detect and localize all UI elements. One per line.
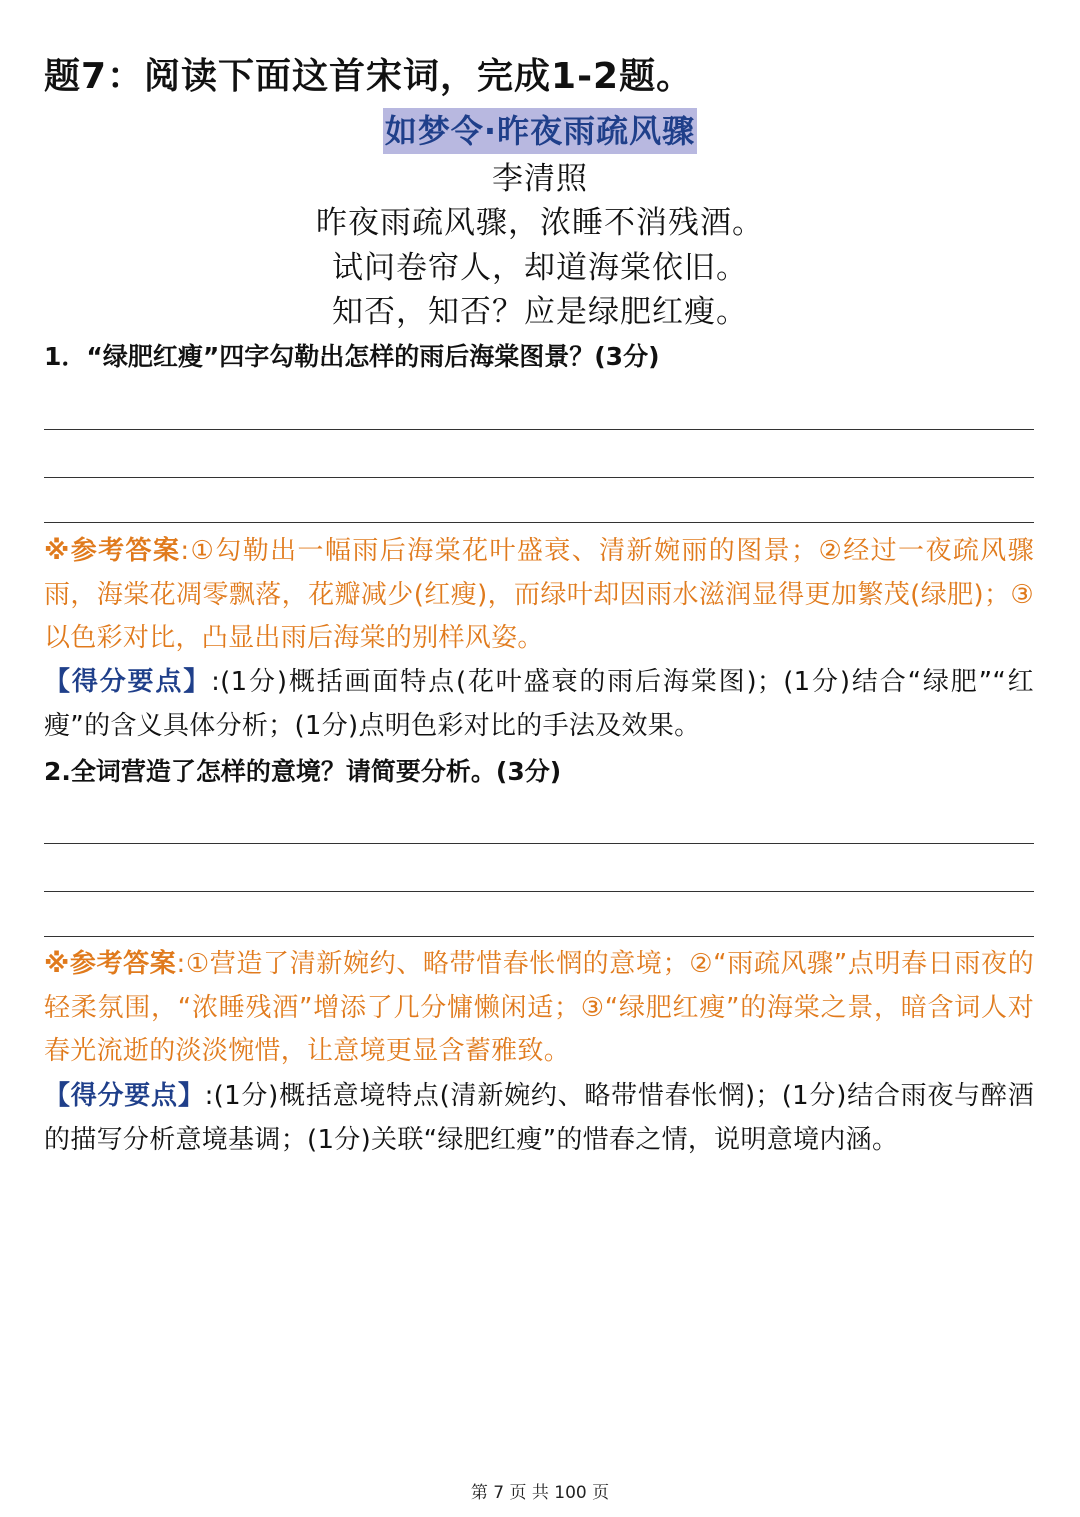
poem-line-2: 试问卷帘人，却道海棠依旧。 bbox=[332, 250, 748, 286]
question-2-prompt: 2.全词营造了怎样的意境？请简要分析。(3分) bbox=[44, 757, 562, 786]
reference-answer-text: :①营造了清新婉约、略带惜春怅惘的意境；②“雨疏风骤”点明春日雨夜的轻柔氛围，“浓睡残酒”增添了几分慵懒闲适；③“绿肥红瘦”的海棠之景，暗含词人对春光流逝的淡淡惋惜，让意境更显含蓄雅致。 bbox=[44, 949, 1034, 1066]
scoring-points-text: :(1分)概括画面特点(花叶盛衰的雨后海棠图)；(1分)结合“绿肥”“红瘦”的含义具体分析；(1分)点明色彩对比的手法及效果。 bbox=[44, 667, 1034, 741]
scoring-points-label: 【得分要点】 bbox=[44, 667, 212, 697]
scoring-points-text: :(1分)概括意境特点(清新婉约、略带惜春怅惘)；(1分)结合雨夜与醉酒的描写分析意境基调；(1分)关联“绿肥红瘦”的惜春之情，说明意境内涵。 bbox=[44, 1081, 1034, 1155]
poem-title-row bbox=[0, 108, 1080, 154]
poem-author: 李清照 bbox=[492, 161, 588, 197]
question-2-scoring-points bbox=[44, 1075, 1034, 1162]
page-number-footer: 第 7 页 共 100 页 bbox=[470, 1483, 610, 1503]
reference-answer-text: :①勾勒出一幅雨后海棠花叶盛衰、清新婉丽的图景；②经过一夜疏风骤雨，海棠花凋零飘落，花瓣减少(红瘦)，而绿叶却因雨水滋润显得更加繁茂(绿肥)；③以色彩对比，凸显出雨后海棠的别样风姿。 bbox=[44, 536, 1034, 653]
poem-line-1: 昨夜雨疏风骤，浓睡不消残酒。 bbox=[316, 205, 764, 241]
answer-line bbox=[44, 477, 1034, 478]
poem-line-3: 知否，知否？应是绿肥红瘦。 bbox=[332, 294, 748, 330]
question-1-scoring-points bbox=[44, 661, 1034, 748]
answer-line bbox=[44, 891, 1034, 892]
answer-line bbox=[44, 936, 1034, 937]
question-1-prompt: 1．“绿肥红瘦”四字勾勒出怎样的雨后海棠图景？(3分) bbox=[44, 342, 660, 371]
answer-line bbox=[44, 429, 1034, 430]
reference-answer-label: ※参考答案 bbox=[44, 949, 177, 979]
reference-answer-label: ※参考答案 bbox=[44, 536, 181, 566]
question-1-reference-answer bbox=[44, 530, 1034, 661]
question-heading: 题7：阅读下面这首宋词，完成1-2题。 bbox=[44, 56, 694, 97]
scoring-points-label: 【得分要点】 bbox=[44, 1081, 205, 1111]
answer-line bbox=[44, 843, 1034, 844]
question-2-reference-answer bbox=[44, 943, 1034, 1074]
poem-title: 如梦令·昨夜雨疏风骤 bbox=[383, 108, 697, 154]
answer-line bbox=[44, 522, 1034, 523]
